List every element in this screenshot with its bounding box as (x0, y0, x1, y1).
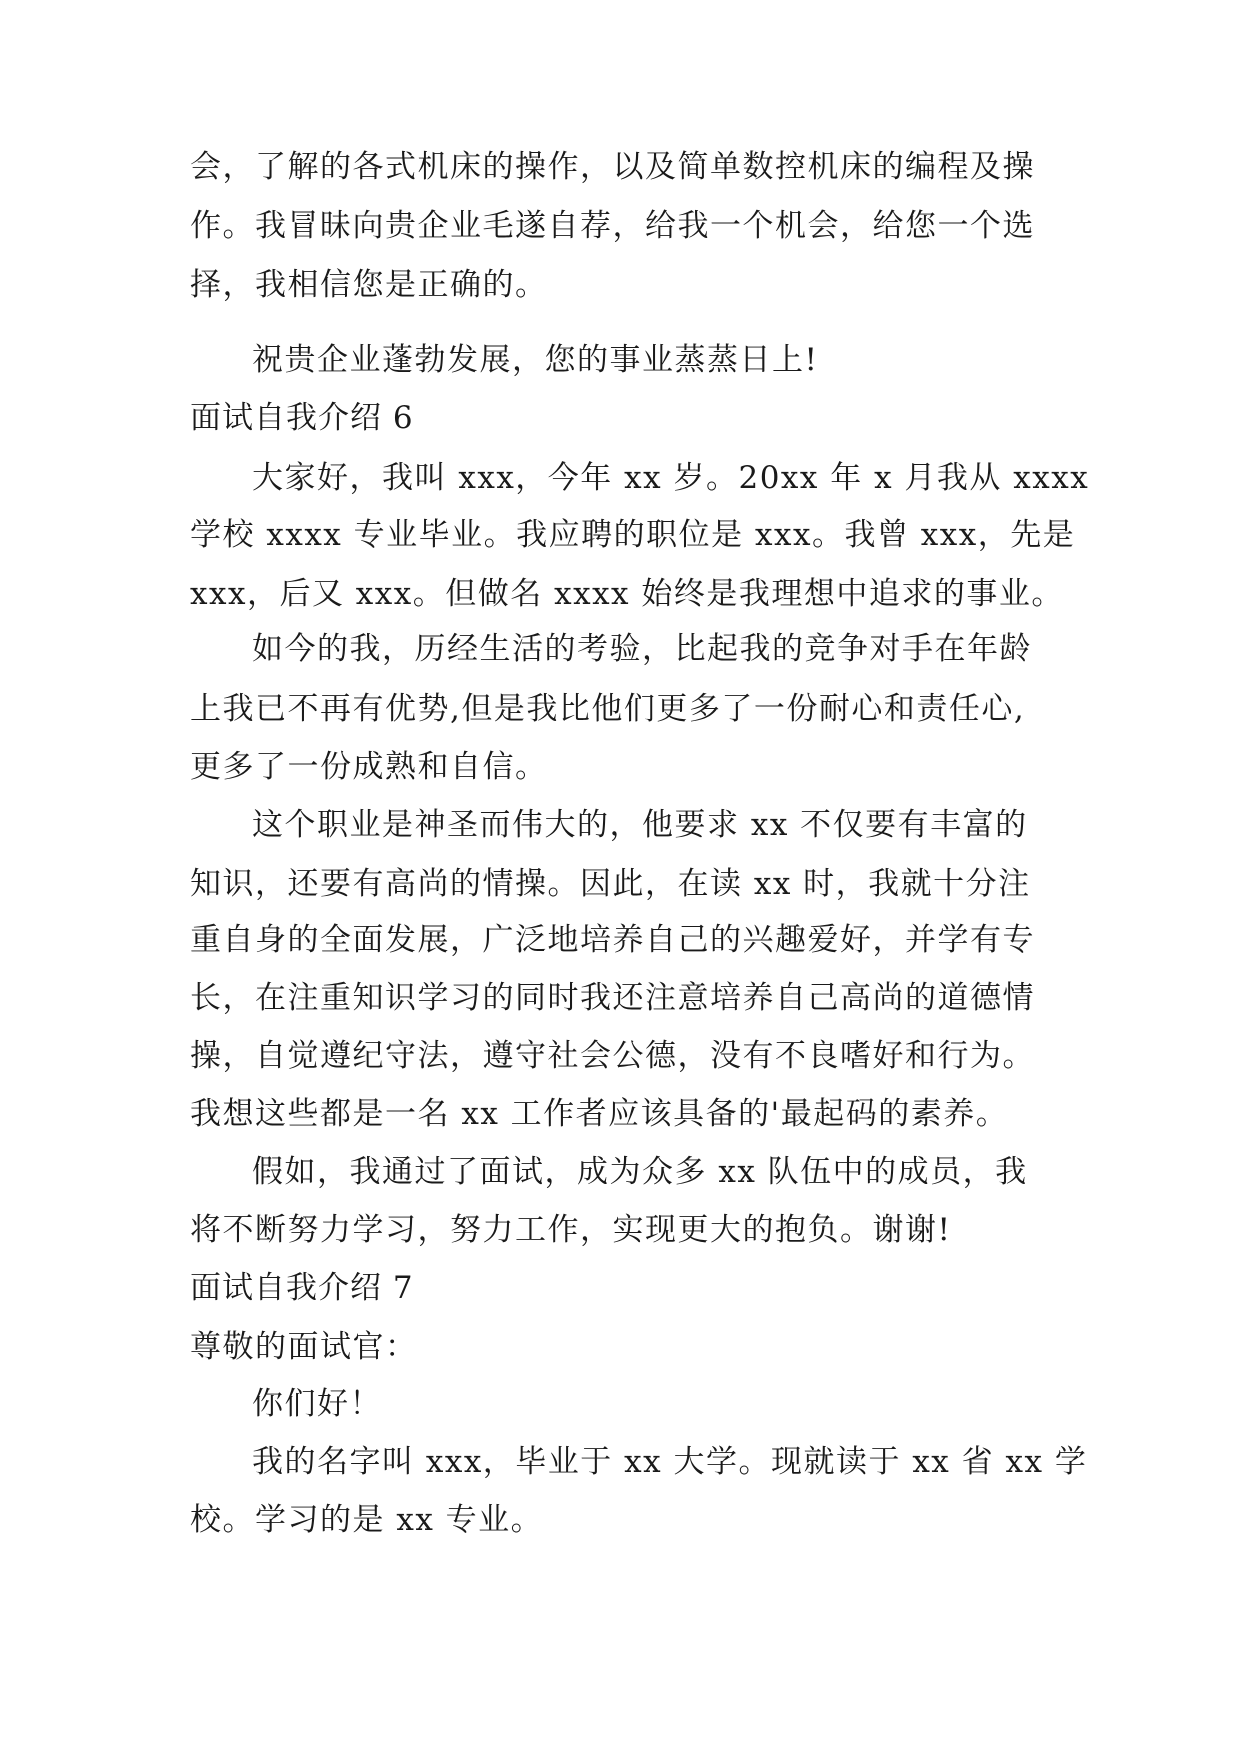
body-text-line: xxx，后又 xxx。但做名 xxxx 始终是我理想中追求的事业。 (190, 576, 1064, 612)
body-text-line: 将不断努力学习，努力工作，实现更大的抱负。谢谢! (190, 1212, 952, 1248)
section-heading: 面试自我介绍 7 (190, 1270, 414, 1306)
body-text-line: 学校 xxxx 专业毕业。我应聘的职位是 xxx。我曾 xxx，先是 (190, 517, 1076, 553)
greeting-line: 你们好！ (252, 1386, 382, 1422)
body-text-line: 这个职业是神圣而伟大的，他要求 xx 不仅要有丰富的 (252, 807, 1028, 843)
body-text-line: 择，我相信您是正确的。 (190, 267, 548, 303)
body-text-line: 操，自觉遵纪守法，遵守社会公德，没有不良嗜好和行为。 (190, 1038, 1035, 1074)
body-text-line: 假如，我通过了面试，成为众多 xx 队伍中的成员，我 (252, 1154, 1028, 1190)
section-heading: 面试自我介绍 6 (190, 400, 414, 436)
body-text-line: 上我已不再有优势,但是我比他们更多了一份耐心和责任心, (190, 691, 1026, 727)
body-text-line: 长，在注重知识学习的同时我还注意培养自己高尚的道德情 (190, 980, 1035, 1016)
body-text-line: 更多了一份成熟和自信。 (190, 749, 548, 785)
body-text-line: 重自身的全面发展，广泛地培养自己的兴趣爱好，并学有专 (190, 922, 1035, 958)
body-text-line: 我的名字叫 xxx，毕业于 xx 大学。现就读于 xx 省 xx 学 (252, 1444, 1088, 1480)
body-text-line: 如今的我，历经生活的考验，比起我的竞争对手在年龄 (252, 631, 1032, 667)
body-text-line: 作。我冒昧向贵企业毛遂自荐，给我一个机会，给您一个选 (190, 208, 1035, 244)
body-text-line: 大家好，我叫 xxx，今年 xx 岁。20xx 年 x 月我从 xxxx (252, 460, 1090, 496)
salutation-line: 尊敬的面试官： (190, 1329, 418, 1365)
body-text-line: 校。学习的是 xx 专业。 (190, 1502, 544, 1538)
body-text-line: 祝贵企业蓬勃发展，您的事业蒸蒸日上! (252, 342, 819, 378)
body-text-line: 会，了解的各式机床的操作，以及简单数控机床的编程及操 (190, 149, 1035, 185)
body-text-line: 我想这些都是一名 xx 工作者应该具备的'最起码的素养。 (190, 1096, 1009, 1132)
body-text-line: 知识，还要有高尚的情操。因此，在读 xx 时，我就十分注 (190, 866, 1031, 902)
